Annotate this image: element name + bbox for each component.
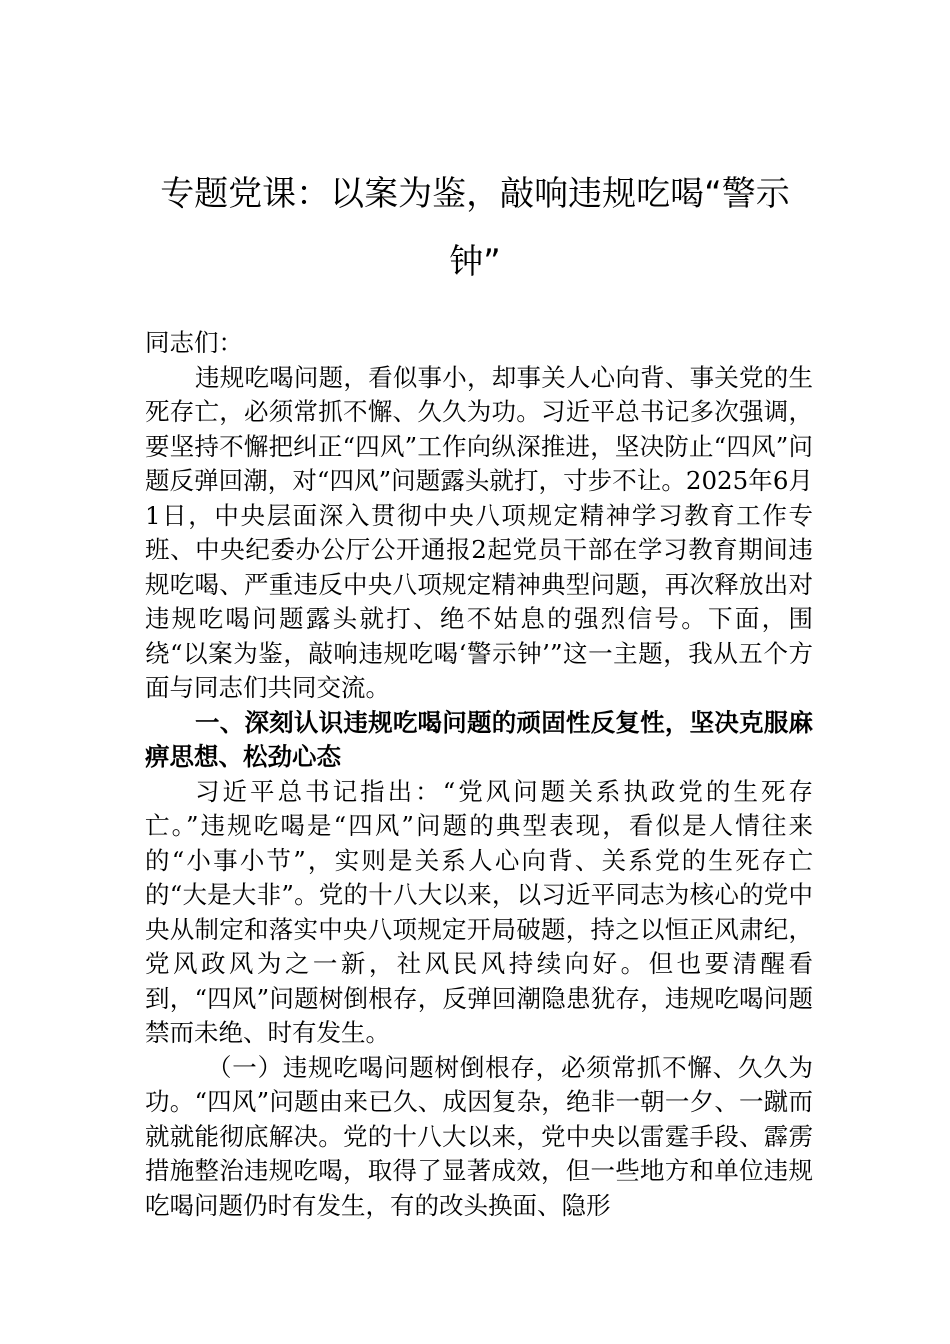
document-title: 专题党课：以案为鉴，敲响违规吃喝“警示钟” bbox=[160, 174, 790, 282]
paragraph-section-1: 习近平总书记指出：“党风问题关系执政党的生死存亡。”违规吃喝是“四风”问题的典型表现，看似是人情往来的“小事小节”，实则是关系人心向背、关系党的生死存亡的“大是大非”。党的十八大以来，以习近平同志为核心的党中央从制定和落实中央八项规定开局破题，持之以恒正风肃纪，党风政风为之一新，社风民风持续向好。但也要清醒看到，“四风”问题树倒根存，反弹回潮隐患犹存，违规吃喝问题禁而未绝、时有发生。 bbox=[145, 776, 813, 1047]
salutation: 同志们： bbox=[145, 328, 243, 357]
paragraph-intro: 违规吃喝问题，看似事小，却事关人心向背、事关党的生死存亡，必须常抓不懈、久久为功。习近平总书记多次强调，要坚持不懈把纠正“四风”工作向纵深推进，坚决防止“四风”问题反弹回潮，对“四风”问题露头就打，寸步不让。2025年6月1日，中央层面深入贯彻中央八项规定精神学习教育工作专班、中央纪委办公厅公开通报2起党员干部在学习教育期间违规吃喝、严重违反中央八项规定精神典型问题，再次释放出对违规吃喝问题露头就打、绝不姑息的强烈信号。下面，围绕“以案为鉴，敲响违规吃喝‘警示钟’”这一主题，我从五个方面与同志们共同交流。 bbox=[145, 362, 813, 702]
paragraph-subsection-1: （一）违规吃喝问题树倒根存，必须常抓不懈、久久为功。“四风”问题由来已久、成因复杂，绝非一朝一夕、一蹴而就就能彻底解决。党的十八大以来，党中央以雷霆手段、霹雳措施整治违规吃喝，取得了显著成效，但一些地方和单位违规吃喝问题仍时有发生，有的改头换面、隐形 bbox=[145, 1052, 813, 1220]
section-heading-1: 一、深刻认识违规吃喝问题的顽固性反复性，坚决克服麻痹思想、松劲心态 bbox=[145, 707, 813, 771]
document-body bbox=[145, 326, 813, 1223]
